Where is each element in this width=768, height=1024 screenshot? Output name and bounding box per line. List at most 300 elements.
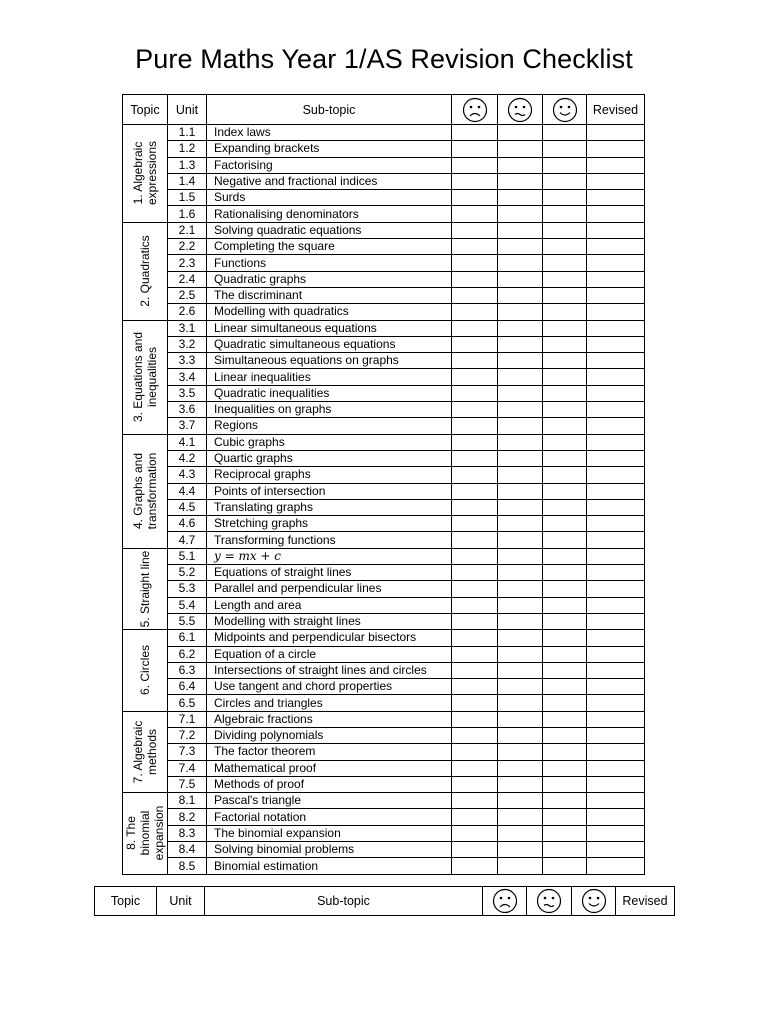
subtopic-name: The discriminant — [207, 287, 452, 303]
happy-checkbox-cell[interactable] — [543, 662, 587, 678]
neutral-checkbox-cell[interactable] — [498, 760, 543, 776]
neutral-checkbox-cell[interactable] — [498, 336, 543, 352]
sad-checkbox-cell[interactable] — [452, 157, 498, 173]
sad-checkbox-cell[interactable] — [452, 842, 498, 858]
neutral-checkbox-cell[interactable] — [498, 662, 543, 678]
neutral-checkbox-cell[interactable] — [498, 825, 543, 841]
neutral-checkbox-cell[interactable] — [498, 450, 543, 466]
sad-checkbox-cell[interactable] — [452, 776, 498, 792]
happy-checkbox-cell[interactable] — [543, 532, 587, 548]
neutral-checkbox-cell[interactable] — [498, 173, 543, 189]
unit-number: 3.6 — [168, 402, 207, 418]
neutral-checkbox-cell[interactable] — [498, 287, 543, 303]
sad-checkbox-cell[interactable] — [452, 434, 498, 450]
revised-checkbox-cell[interactable] — [587, 858, 645, 874]
unit-number: 2.6 — [168, 304, 207, 320]
revised-checkbox-cell[interactable] — [587, 516, 645, 532]
subtopic-name: Linear inequalities — [207, 369, 452, 385]
happy-checkbox-cell[interactable] — [543, 336, 587, 352]
unit-number: 2.3 — [168, 255, 207, 271]
header-row — [95, 887, 675, 916]
revised-checkbox-cell[interactable] — [587, 842, 645, 858]
happy-checkbox-cell[interactable] — [543, 402, 587, 418]
sad-checkbox-cell[interactable] — [452, 581, 498, 597]
happy-checkbox-cell[interactable] — [543, 320, 587, 336]
unit-number: 8.4 — [168, 842, 207, 858]
subtopic-header: Sub-topic — [205, 887, 483, 916]
topic-label: 3. Equations and inequalities — [131, 332, 159, 423]
happy-checkbox-cell[interactable] — [543, 581, 587, 597]
happy-checkbox-cell[interactable] — [543, 239, 587, 255]
revised-checkbox-cell[interactable] — [587, 825, 645, 841]
happy-checkbox-cell[interactable] — [543, 287, 587, 303]
neutral-checkbox-cell[interactable] — [498, 402, 543, 418]
sad-checkbox-cell[interactable] — [452, 597, 498, 613]
neutral-checkbox-cell[interactable] — [498, 516, 543, 532]
revised-checkbox-cell[interactable] — [587, 157, 645, 173]
unit-number: 3.1 — [168, 320, 207, 336]
neutral-checkbox-cell[interactable] — [498, 711, 543, 727]
sad-checkbox-cell[interactable] — [452, 141, 498, 157]
happy-checkbox-cell[interactable] — [543, 353, 587, 369]
subtopic-name: Inequalities on graphs — [207, 402, 452, 418]
happy-checkbox-cell[interactable] — [543, 141, 587, 157]
table-row — [123, 809, 645, 825]
happy-checkbox-cell[interactable] — [543, 206, 587, 222]
subtopic-name: Surds — [207, 190, 452, 206]
sad-checkbox-cell[interactable] — [452, 385, 498, 401]
happy-checkbox-cell[interactable] — [543, 450, 587, 466]
subtopic-name: Modelling with straight lines — [207, 613, 452, 629]
topic-label: 1. Algebraic expressions — [131, 141, 159, 206]
neutral-face-icon — [498, 95, 543, 125]
subtopic-name: Circles and triangles — [207, 695, 452, 711]
header-row — [123, 95, 645, 125]
unit-number: 1.5 — [168, 190, 207, 206]
revised-checkbox-cell[interactable] — [587, 190, 645, 206]
sad-checkbox-cell[interactable] — [452, 858, 498, 874]
subtopic-name: Stretching graphs — [207, 516, 452, 532]
unit-number: 3.4 — [168, 369, 207, 385]
unit-number: 5.1 — [168, 548, 207, 564]
neutral-checkbox-cell[interactable] — [498, 320, 543, 336]
happy-checkbox-cell[interactable] — [543, 793, 587, 809]
neutral-checkbox-cell[interactable] — [498, 369, 543, 385]
unit-number: 7.1 — [168, 711, 207, 727]
sad-checkbox-cell[interactable] — [452, 760, 498, 776]
unit-number: 4.6 — [168, 516, 207, 532]
subtopic-name: Quartic graphs — [207, 450, 452, 466]
table-row — [123, 141, 645, 157]
subtopic-name: Length and area — [207, 597, 452, 613]
revised-checkbox-cell[interactable] — [587, 434, 645, 450]
second-header-table — [94, 886, 675, 916]
sad-checkbox-cell[interactable] — [452, 646, 498, 662]
sad-checkbox-cell[interactable] — [452, 825, 498, 841]
table-row — [123, 532, 645, 548]
table-row — [123, 336, 645, 352]
revised-checkbox-cell[interactable] — [587, 141, 645, 157]
happy-checkbox-cell[interactable] — [543, 255, 587, 271]
revised-checkbox-cell[interactable] — [587, 630, 645, 646]
sad-checkbox-cell[interactable] — [452, 206, 498, 222]
revised-checkbox-cell[interactable] — [587, 467, 645, 483]
table-row — [123, 597, 645, 613]
happy-checkbox-cell[interactable] — [543, 516, 587, 532]
happy-checkbox-cell[interactable] — [543, 711, 587, 727]
table-row — [123, 662, 645, 678]
neutral-checkbox-cell[interactable] — [498, 239, 543, 255]
neutral-checkbox-cell[interactable] — [498, 125, 543, 141]
sad-checkbox-cell[interactable] — [452, 369, 498, 385]
revised-checkbox-cell[interactable] — [587, 385, 645, 401]
sad-checkbox-cell[interactable] — [452, 467, 498, 483]
topic-label: 5. Straight line — [138, 550, 152, 628]
happy-checkbox-cell[interactable] — [543, 125, 587, 141]
sad-checkbox-cell[interactable] — [452, 450, 498, 466]
neutral-checkbox-cell[interactable] — [498, 418, 543, 434]
neutral-checkbox-cell[interactable] — [498, 695, 543, 711]
happy-checkbox-cell[interactable] — [543, 695, 587, 711]
neutral-checkbox-cell[interactable] — [498, 630, 543, 646]
sad-checkbox-cell[interactable] — [452, 565, 498, 581]
neutral-checkbox-cell[interactable] — [498, 679, 543, 695]
revised-checkbox-cell[interactable] — [587, 760, 645, 776]
revised-checkbox-cell[interactable] — [587, 646, 645, 662]
table-row — [123, 727, 645, 743]
sad-checkbox-cell[interactable] — [452, 662, 498, 678]
happy-checkbox-cell[interactable] — [543, 434, 587, 450]
unit-number: 7.4 — [168, 760, 207, 776]
unit-number: 6.4 — [168, 679, 207, 695]
sad-checkbox-cell[interactable] — [452, 353, 498, 369]
table-row — [123, 173, 645, 189]
happy-checkbox-cell[interactable] — [543, 842, 587, 858]
revised-checkbox-cell[interactable] — [587, 222, 645, 238]
unit-number: 7.5 — [168, 776, 207, 792]
topic-cell — [123, 711, 168, 792]
subtopic-name: Completing the square — [207, 239, 452, 255]
subtopic-name: Factorial notation — [207, 809, 452, 825]
happy-checkbox-cell[interactable] — [543, 630, 587, 646]
topic-label: 4. Graphs and transformation — [131, 452, 159, 530]
unit-number: 7.2 — [168, 727, 207, 743]
sad-checkbox-cell[interactable] — [452, 613, 498, 629]
sad-checkbox-cell[interactable] — [452, 336, 498, 352]
unit-number: 3.3 — [168, 353, 207, 369]
neutral-checkbox-cell[interactable] — [498, 271, 543, 287]
revised-checkbox-cell[interactable] — [587, 271, 645, 287]
table-row — [123, 450, 645, 466]
revised-checkbox-cell[interactable] — [587, 597, 645, 613]
table-row — [123, 581, 645, 597]
happy-checkbox-cell[interactable] — [543, 776, 587, 792]
neutral-checkbox-cell[interactable] — [498, 744, 543, 760]
revised-checkbox-cell[interactable] — [587, 565, 645, 581]
unit-number: 4.7 — [168, 532, 207, 548]
table-row — [123, 793, 645, 809]
topic-cell — [123, 222, 168, 320]
revised-checkbox-cell[interactable] — [587, 499, 645, 515]
revised-checkbox-cell[interactable] — [587, 287, 645, 303]
sad-checkbox-cell[interactable] — [452, 695, 498, 711]
sad-checkbox-cell[interactable] — [452, 483, 498, 499]
neutral-checkbox-cell[interactable] — [498, 613, 543, 629]
unit-number: 5.5 — [168, 613, 207, 629]
neutral-checkbox-cell[interactable] — [498, 434, 543, 450]
revised-checkbox-cell[interactable] — [587, 532, 645, 548]
topic-cell — [123, 320, 168, 434]
topic-cell — [123, 125, 168, 223]
unit-number: 8.3 — [168, 825, 207, 841]
revised-checkbox-cell[interactable] — [587, 369, 645, 385]
revised-checkbox-cell[interactable] — [587, 695, 645, 711]
table-row — [123, 646, 645, 662]
sad-checkbox-cell[interactable] — [452, 727, 498, 743]
revised-checkbox-cell[interactable] — [587, 483, 645, 499]
neutral-checkbox-cell[interactable] — [498, 727, 543, 743]
subtopic-name: Points of intersection — [207, 483, 452, 499]
sad-checkbox-cell[interactable] — [452, 287, 498, 303]
neutral-checkbox-cell[interactable] — [498, 157, 543, 173]
table-row — [123, 695, 645, 711]
subtopic-name: Translating graphs — [207, 499, 452, 515]
neutral-checkbox-cell[interactable] — [498, 858, 543, 874]
subtopic-name: Reciprocal graphs — [207, 467, 452, 483]
revised-checkbox-cell[interactable] — [587, 776, 645, 792]
happy-checkbox-cell[interactable] — [543, 467, 587, 483]
neutral-checkbox-cell[interactable] — [498, 483, 543, 499]
sad-checkbox-cell[interactable] — [452, 499, 498, 515]
subtopic-name: Parallel and perpendicular lines — [207, 581, 452, 597]
table-row — [123, 467, 645, 483]
unit-number: 2.2 — [168, 239, 207, 255]
neutral-checkbox-cell[interactable] — [498, 842, 543, 858]
neutral-checkbox-cell[interactable] — [498, 597, 543, 613]
revised-checkbox-cell[interactable] — [587, 353, 645, 369]
revised-checkbox-cell[interactable] — [587, 402, 645, 418]
table-row — [123, 206, 645, 222]
happy-checkbox-cell[interactable] — [543, 597, 587, 613]
table-row — [123, 483, 645, 499]
revised-checkbox-cell[interactable] — [587, 304, 645, 320]
sad-checkbox-cell[interactable] — [452, 255, 498, 271]
topic-cell — [123, 793, 168, 874]
table-row — [123, 125, 645, 141]
revised-checkbox-cell[interactable] — [587, 711, 645, 727]
neutral-checkbox-cell[interactable] — [498, 467, 543, 483]
page-title: Pure Maths Year 1/AS Revision Checklist — [135, 44, 633, 74]
neutral-checkbox-cell[interactable] — [498, 255, 543, 271]
table-row — [123, 499, 645, 515]
sad-face-icon — [483, 887, 527, 916]
subtopic-name: Equation of a circle — [207, 646, 452, 662]
subtopic-name: Modelling with quadratics — [207, 304, 452, 320]
revised-checkbox-cell[interactable] — [587, 727, 645, 743]
revised-checkbox-cell[interactable] — [587, 679, 645, 695]
unit-number: 3.7 — [168, 418, 207, 434]
neutral-checkbox-cell[interactable] — [498, 222, 543, 238]
table-row — [123, 711, 645, 727]
sad-checkbox-cell[interactable] — [452, 809, 498, 825]
sad-checkbox-cell[interactable] — [452, 402, 498, 418]
neutral-checkbox-cell[interactable] — [498, 565, 543, 581]
revised-checkbox-cell[interactable] — [587, 613, 645, 629]
revised-checkbox-cell[interactable] — [587, 744, 645, 760]
sad-face-icon — [452, 95, 498, 125]
unit-number: 5.3 — [168, 581, 207, 597]
happy-checkbox-cell[interactable] — [543, 157, 587, 173]
happy-checkbox-cell[interactable] — [543, 727, 587, 743]
unit-number: 1.2 — [168, 141, 207, 157]
subtopic-name: Expanding brackets — [207, 141, 452, 157]
happy-checkbox-cell[interactable] — [543, 809, 587, 825]
neutral-checkbox-cell[interactable] — [498, 304, 543, 320]
neutral-checkbox-cell[interactable] — [498, 353, 543, 369]
revised-checkbox-cell[interactable] — [587, 418, 645, 434]
neutral-face-icon — [527, 887, 572, 916]
subtopic-name: Quadratic inequalities — [207, 385, 452, 401]
neutral-checkbox-cell[interactable] — [498, 499, 543, 515]
sad-checkbox-cell[interactable] — [452, 304, 498, 320]
neutral-checkbox-cell[interactable] — [498, 206, 543, 222]
neutral-checkbox-cell[interactable] — [498, 581, 543, 597]
neutral-checkbox-cell[interactable] — [498, 385, 543, 401]
unit-number: 1.6 — [168, 206, 207, 222]
subtopic-name: Solving binomial problems — [207, 842, 452, 858]
subtopic-name: The binomial expansion — [207, 825, 452, 841]
happy-checkbox-cell[interactable] — [543, 222, 587, 238]
neutral-checkbox-cell[interactable] — [498, 646, 543, 662]
unit-number: 4.1 — [168, 434, 207, 450]
revised-header: Revised — [587, 95, 645, 125]
sad-checkbox-cell[interactable] — [452, 418, 498, 434]
happy-checkbox-cell[interactable] — [543, 483, 587, 499]
neutral-checkbox-cell[interactable] — [498, 809, 543, 825]
revised-checkbox-cell[interactable] — [587, 320, 645, 336]
neutral-checkbox-cell[interactable] — [498, 776, 543, 792]
revised-checkbox-cell[interactable] — [587, 173, 645, 189]
subtopic-name: Negative and fractional indices — [207, 173, 452, 189]
happy-checkbox-cell[interactable] — [543, 271, 587, 287]
happy-checkbox-cell[interactable] — [543, 190, 587, 206]
sad-checkbox-cell[interactable] — [452, 320, 498, 336]
happy-checkbox-cell[interactable] — [543, 173, 587, 189]
table-row — [123, 516, 645, 532]
subtopic-name: Solving quadratic equations — [207, 222, 452, 238]
revised-checkbox-cell[interactable] — [587, 450, 645, 466]
table-row — [123, 760, 645, 776]
happy-checkbox-cell[interactable] — [543, 646, 587, 662]
topic-label: 2. Quadratics — [138, 235, 152, 307]
revised-checkbox-cell[interactable] — [587, 206, 645, 222]
revised-checkbox-cell[interactable] — [587, 581, 645, 597]
happy-checkbox-cell[interactable] — [543, 613, 587, 629]
unit-number: 4.5 — [168, 499, 207, 515]
sad-checkbox-cell[interactable] — [452, 222, 498, 238]
revised-checkbox-cell[interactable] — [587, 662, 645, 678]
happy-checkbox-cell[interactable] — [543, 369, 587, 385]
unit-number: 4.4 — [168, 483, 207, 499]
happy-checkbox-cell[interactable] — [543, 760, 587, 776]
subtopic-name: Functions — [207, 255, 452, 271]
unit-number: 1.3 — [168, 157, 207, 173]
neutral-checkbox-cell[interactable] — [498, 793, 543, 809]
happy-checkbox-cell[interactable] — [543, 858, 587, 874]
revised-checkbox-cell[interactable] — [587, 336, 645, 352]
sad-checkbox-cell[interactable] — [452, 125, 498, 141]
revised-checkbox-cell[interactable] — [587, 793, 645, 809]
unit-number: 5.4 — [168, 597, 207, 613]
sad-checkbox-cell[interactable] — [452, 711, 498, 727]
happy-face-icon — [572, 887, 616, 916]
subtopic-name: Cubic graphs — [207, 434, 452, 450]
sad-checkbox-cell[interactable] — [452, 271, 498, 287]
happy-checkbox-cell[interactable] — [543, 744, 587, 760]
unit-number: 4.2 — [168, 450, 207, 466]
unit-number: 5.2 — [168, 565, 207, 581]
unit-number: 7.3 — [168, 744, 207, 760]
happy-checkbox-cell[interactable] — [543, 548, 587, 564]
sad-checkbox-cell[interactable] — [452, 630, 498, 646]
sad-checkbox-cell[interactable] — [452, 239, 498, 255]
sad-checkbox-cell[interactable] — [452, 744, 498, 760]
unit-number: 2.4 — [168, 271, 207, 287]
unit-number: 1.4 — [168, 173, 207, 189]
revised-checkbox-cell[interactable] — [587, 125, 645, 141]
happy-checkbox-cell[interactable] — [543, 418, 587, 434]
table-row — [123, 679, 645, 695]
neutral-checkbox-cell[interactable] — [498, 190, 543, 206]
table-row — [123, 630, 645, 646]
neutral-checkbox-cell[interactable] — [498, 532, 543, 548]
revised-checkbox-cell[interactable] — [587, 255, 645, 271]
happy-checkbox-cell[interactable] — [543, 825, 587, 841]
subtopic-name: Factorising — [207, 157, 452, 173]
happy-checkbox-cell[interactable] — [543, 304, 587, 320]
unit-number: 6.3 — [168, 662, 207, 678]
happy-checkbox-cell[interactable] — [543, 679, 587, 695]
revised-checkbox-cell[interactable] — [587, 548, 645, 564]
happy-checkbox-cell[interactable] — [543, 385, 587, 401]
topic-header: Topic — [95, 887, 157, 916]
revised-checkbox-cell[interactable] — [587, 239, 645, 255]
neutral-checkbox-cell[interactable] — [498, 141, 543, 157]
subtopic-name: Intersections of straight lines and circles — [207, 662, 452, 678]
unit-number: 8.2 — [168, 809, 207, 825]
table-row — [123, 287, 645, 303]
sad-checkbox-cell[interactable] — [452, 679, 498, 695]
subtopic-name: y = mx + c — [207, 548, 452, 564]
neutral-checkbox-cell[interactable] — [498, 548, 543, 564]
happy-face-icon — [543, 95, 587, 125]
sad-checkbox-cell[interactable] — [452, 793, 498, 809]
sad-checkbox-cell[interactable] — [452, 173, 498, 189]
table-row — [123, 858, 645, 874]
subtopic-name: Binomial estimation — [207, 858, 452, 874]
unit-number: 6.5 — [168, 695, 207, 711]
happy-checkbox-cell[interactable] — [543, 565, 587, 581]
topic-header: Topic — [123, 95, 168, 125]
revised-checkbox-cell[interactable] — [587, 809, 645, 825]
sad-checkbox-cell[interactable] — [452, 516, 498, 532]
sad-checkbox-cell[interactable] — [452, 532, 498, 548]
table-row — [123, 255, 645, 271]
sad-checkbox-cell[interactable] — [452, 548, 498, 564]
sad-checkbox-cell[interactable] — [452, 190, 498, 206]
topic-cell — [123, 548, 168, 629]
happy-checkbox-cell[interactable] — [543, 499, 587, 515]
